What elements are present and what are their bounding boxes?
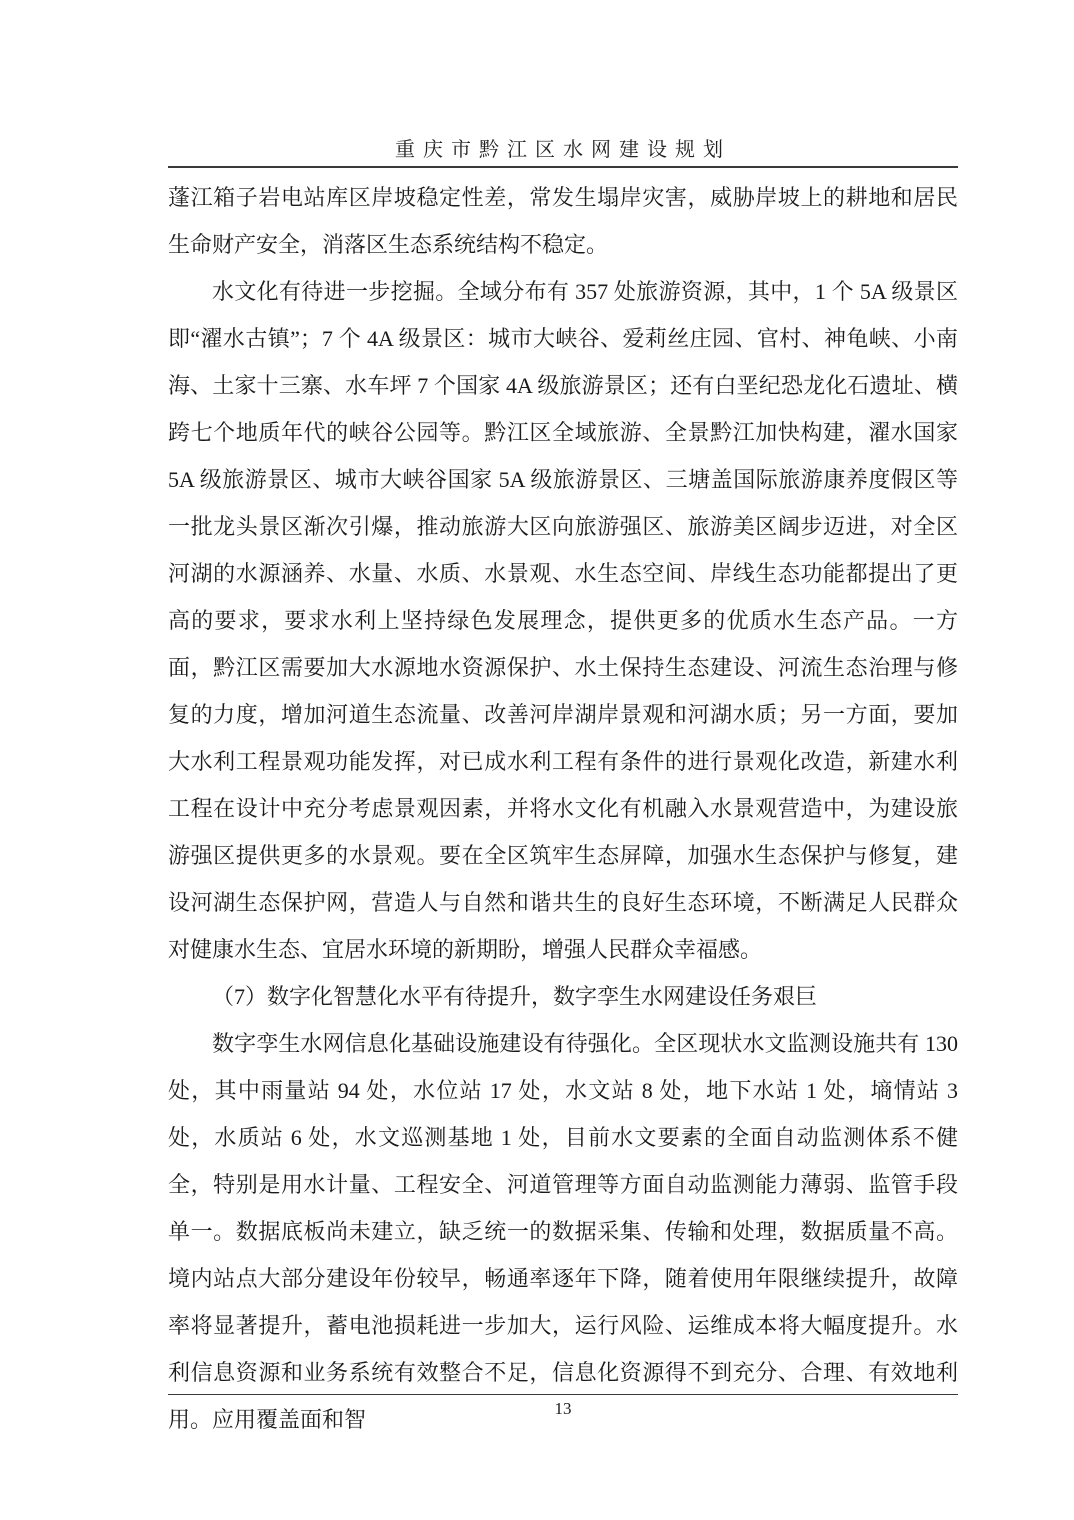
section-heading: （7）数字化智慧化水平有待提升，数字孪生水网建设任务艰巨 xyxy=(212,984,818,1009)
page-header xyxy=(168,133,958,162)
header-rule xyxy=(168,166,958,168)
body-paragraph: 数字孪生水网信息化基础设施建设有待强化。全区现状水文监测设施共有 130 处，其中雨量站 94 处，水位站 17 处，水文站 8 处，地下水站 1 处，墒情站 3 处，水质站 6 处，水文巡测基地 1 处，目前水文要素的全面自动监测体系不健全，特别是用水计量、工程安全、河道管理等方面自动监测能力薄弱、监管手段单一。数据底板尚未建立，缺乏统一的数据采集、传输和处理，数据质量不高。境内站点大部分建设年份较早，畅通率逐年下降，随着使用年限继续提升，故障率将显著提升，蓄电池损耗进一步加大，运行风险、运维成本将大幅度提升。水利信息资源和业务系统有效整合不足，信息化资源得不到充分、合理、有效地利用。应用覆盖面和智 xyxy=(168,1031,958,1432)
body-paragraph: 水文化有待进一步挖掘。全域分布有 357 处旅游资源，其中，1 个 5A 级景区即“濯水古镇”；7 个 4A 级景区：城市大峡谷、爱莉丝庄园、官村、神龟峡、小南海、土家十三寨、水车坪 7 个国家 4A 级旅游景区；还有白垩纪恐龙化石遗址、横跨七个地质年代的峡谷公园等。黔江区全域旅游、全景黔江加快构建，濯水国家 5A 级旅游景区、城市大峡谷国家 5A 级旅游景区、三塘盖国际旅游康养度假区等一批龙头景区渐次引爆，推动旅游大区向旅游强区、旅游美区阔步迈进，对全区河湖的水源涵养、水量、水质、水景观、水生态空间、岸线生态功能都提出了更高的要求，要求水利上坚持绿色发展理念，提供更多的优质水生态产品。一方面，黔江区需要加大水源地水资源保护、水土保持生态建设、河流生态治理与修复的力度，增加河道生态流量、改善河岸湖岸景观和河湖水质；另一方面，要加大水利工程景观功能发挥，对已成水利工程有条件的进行景观化改造，新建水利工程在设计中充分考虑景观因素，并将水文化有机融入水景观营造中，为建设旅游强区提供更多的水景观。要在全区筑牢生态屏障，加强水生态保护与修复，建设河湖生态保护网，营造人与自然和谐共生的良好生态环境，不断满足人民群众对健康水生态、宜居水环境的新期盼，增强人民群众幸福感。 xyxy=(168,279,958,962)
document-title: 重庆市黔江区水网建设规划 xyxy=(395,139,731,161)
document-body xyxy=(168,174,958,1443)
footer-rule xyxy=(168,1394,958,1395)
body-paragraph: 蓬江箱子岩电站库区岸坡稳定性差，常发生塌岸灾害，威胁岸坡上的耕地和居民生命财产安全，消落区生态系统结构不稳定。 xyxy=(168,185,958,257)
page-number: 13 xyxy=(554,1399,572,1418)
